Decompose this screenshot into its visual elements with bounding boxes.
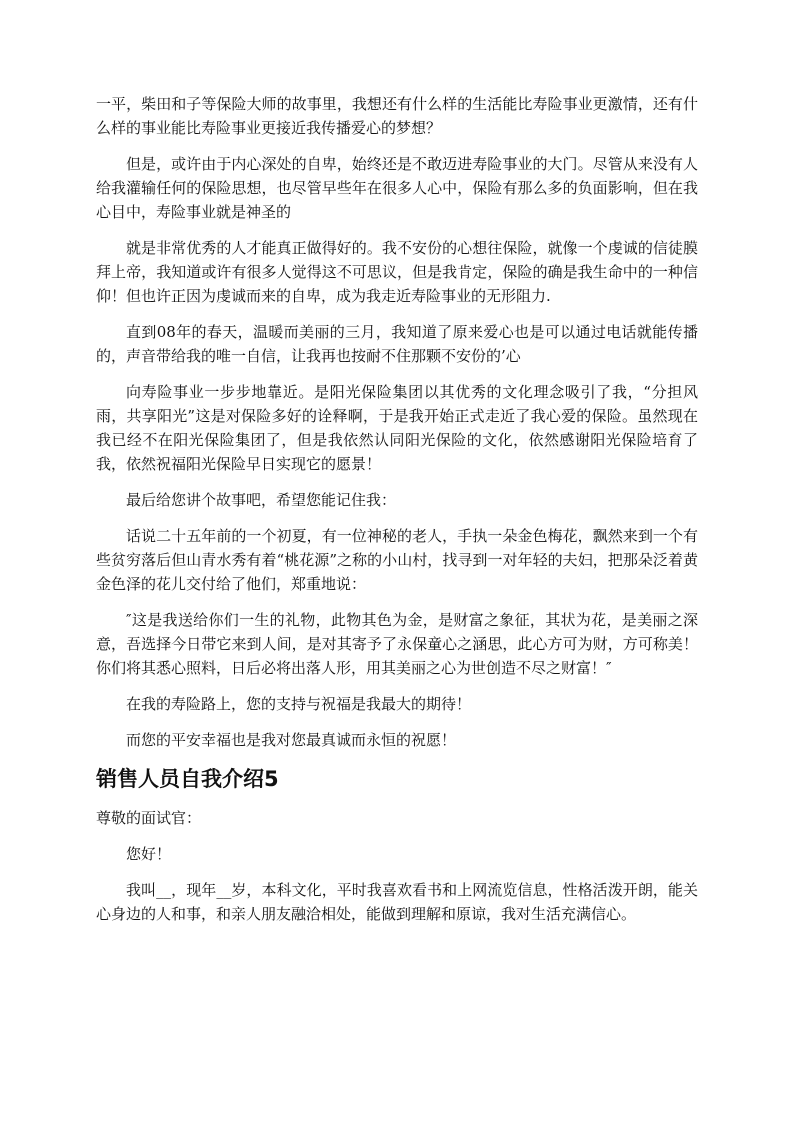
paragraph: 尊敬的面试官： xyxy=(96,809,202,827)
paragraph: 就是非常优秀的人才能真正做得好的。我不安份的心想往保险，就像一个虔诚的信徒膜拜上帝，我知道或许有很多人觉得这不可思议，但是我肯定，保险的确是我生命中的一种信仰！但也许正因为虔诚而来的自卑，成为我走近寿险事业的无形阻力. xyxy=(96,239,698,305)
paragraph: 但是，或许由于内心深处的自卑，始终还是不敢迈进寿险事业的大门。尽管从来没有人给我灌输任何的保险思想，也尽管早些年在很多人心中，保险有那么多的负面影响，但在我心目中，寿险事业就是神圣的 xyxy=(96,155,698,221)
paragraph: 话说二十五年前的一个初夏，有一位神秘的老人，手执一朵金色梅花，飘然来到一个有些贫穷落后但山青水秀有着“桃花源”之称的小山村，找寻到一对年轻的夫妇，把那朵泛着黄金色泽的花儿交付给了他们，郑重地说： xyxy=(96,527,698,593)
paragraph: 而您的平安幸福也是我对您最真诚而永恒的祝愿！ xyxy=(126,731,457,749)
paragraph: ″这是我送给你们一生的礼物，此物其色为金，是财富之象征，其状为花，是美丽之深意，吾选择今日带它来到人间，是对其寄予了永保童心之涵思，此心方可为财，方可称美！你们将其悉心照料，日后必将出落人形，用其美丽之心为世创造不尽之财富！″ xyxy=(96,611,698,677)
article-section-continued xyxy=(96,92,698,752)
article-section-new xyxy=(96,806,698,926)
paragraph: 在我的寿险路上，您的支持与祝福是我最大的期待！ xyxy=(126,695,472,713)
section-heading: 销售人员自我介绍5 xyxy=(96,767,279,791)
paragraph: 直到08年的春天，温暖而美丽的三月，我知道了原来爱心也是可以通过电话就能传播的，声音带给我的唯一自信，让我再也按耐不住那颗不安份的’心 xyxy=(96,323,698,365)
document-body xyxy=(96,92,698,938)
paragraph: 我叫__，现年__岁，本科文化，平时我喜欢看书和上网流览信息，性格活泼开朗，能关心身边的人和事，和亲人朋友融洽相处，能做到理解和原谅，我对生活充满信心。 xyxy=(96,881,698,923)
paragraph: 向寿险事业一步步地靠近。是阳光保险集团以其优秀的文化理念吸引了我，“分担风雨，共享阳光”这是对保险多好的诠释啊，于是我开始正式走近了我心爱的保险。虽然现在我已经不在阳光保险集团了，但是我依然认同阳光保险的文化，依然感谢阳光保险培育了我，依然祝福阳光保险早日实现它的愿景！ xyxy=(96,383,698,473)
paragraph: 一平，柴田和子等保险大师的故事里，我想还有什么样的生活能比寿险事业更激情，还有什么样的事业能比寿险事业更接近我传播爱心的梦想？ xyxy=(96,95,698,137)
paragraph: 您好！ xyxy=(126,845,172,863)
paragraph: 最后给您讲个故事吧，希望您能记住我： xyxy=(126,491,397,509)
